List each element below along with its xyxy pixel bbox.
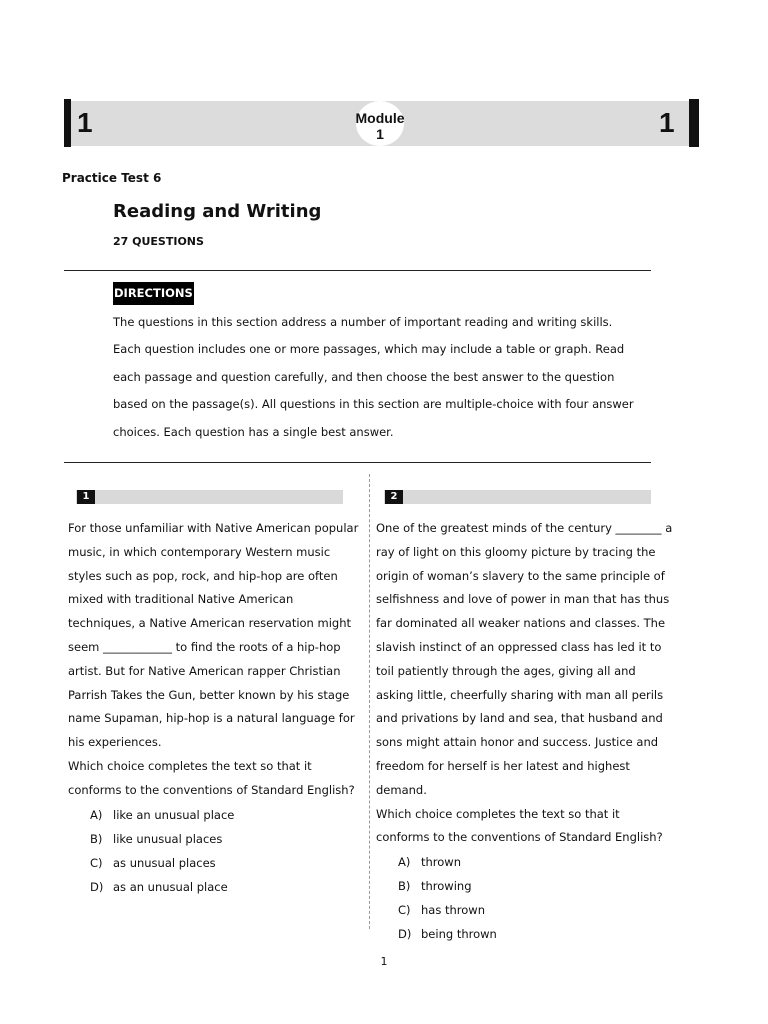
question-1-option-a[interactable] <box>68 803 360 827</box>
directions-label: DIRECTIONS <box>113 282 194 305</box>
question-2-option-a[interactable] <box>376 850 676 874</box>
header-right-marker <box>689 99 699 147</box>
question-2-options <box>376 850 676 946</box>
question-2-header-bar <box>384 490 651 504</box>
question-1-prompt: Which choice completes the text so that it conforms to the conventions of Standard English? <box>68 758 355 797</box>
option-text: as an unusual place <box>113 879 228 894</box>
divider-bottom <box>64 462 651 463</box>
option-text: throwing <box>421 879 472 894</box>
divider-top <box>64 270 651 271</box>
module-label <box>340 110 420 142</box>
option-text: like an unusual place <box>113 807 235 822</box>
question-2-passage: One of the greatest minds of the century ________ a ray of light on this gloomy picture by tracing the origin of woman’s slavery to the same principle of selfishness and love of power in man that has thus far dominated all weaker nations and classes. The slavish instinct of an oppressed class has led it to toil patiently through the ages, giving all and asking little, cheerfully sharing with man all perils and privations by land and sea, that husband and sons might attain honor and success. Justice and freedom for herself is her latest and highest demand. <box>376 521 673 797</box>
directions-text: The questions in this section address a number of important reading and writing skills. Each question includes one or more passages, which may include a table or graph. Read each passage and question carefully, and then choose the best answer to the question based on the passage(s). All questions in this section are multiple-choice with four answer choices. Each question has a single best answer. <box>113 315 634 439</box>
option-letter: B) <box>90 831 103 846</box>
header-left-number: 1 <box>77 107 93 138</box>
section-title: Reading and Writing <box>113 201 322 222</box>
option-text: being thrown <box>421 927 497 942</box>
question-1-header-bar <box>76 490 343 504</box>
option-text: like unusual places <box>113 831 223 846</box>
option-letter: D) <box>398 927 412 942</box>
question-2-option-b[interactable] <box>376 874 676 898</box>
option-text: thrown <box>421 855 462 870</box>
page-number: 1 <box>380 955 388 968</box>
question-2-option-c[interactable] <box>376 898 676 922</box>
header-left-marker <box>64 99 71 147</box>
question-2-block <box>376 517 676 946</box>
header-right-number: 1 <box>659 107 675 138</box>
question-count: 27 QUESTIONS <box>113 235 204 248</box>
question-1-passage: For those unfamiliar with Native American popular music, in which contemporary Western music styles such as pop, rock, and hip-hop are often mixed with traditional Native American techniques, a Native American reservation might seem ____________ to find the roots of a hip-hop artist. But for Native American rapper Christian Parrish Takes the Gun, better known by his stage name Supaman, hip-hop is a natural language for his experiences. <box>68 521 359 750</box>
question-1-option-c[interactable] <box>68 851 360 875</box>
column-divider <box>369 474 370 929</box>
question-1-option-d[interactable] <box>68 875 360 899</box>
question-2-option-d[interactable] <box>376 922 676 946</box>
question-1-block <box>68 517 360 899</box>
option-letter: B) <box>398 879 411 894</box>
option-letter: A) <box>398 855 411 870</box>
option-letter: C) <box>90 855 103 870</box>
module-label-text: Module <box>355 110 405 126</box>
question-1-option-b[interactable] <box>68 827 360 851</box>
option-letter: A) <box>90 807 103 822</box>
module-number: 1 <box>376 126 384 142</box>
question-1-number: 1 <box>77 490 95 504</box>
question-2-number: 2 <box>385 490 403 504</box>
option-letter: D) <box>90 879 104 894</box>
question-2-prompt: Which choice completes the text so that it conforms to the conventions of Standard English? <box>376 806 663 845</box>
option-text: as unusual places <box>113 855 216 870</box>
option-text: has thrown <box>421 903 485 918</box>
question-1-options <box>68 803 360 899</box>
test-name: Practice Test 6 <box>62 171 162 185</box>
option-letter: C) <box>398 903 411 918</box>
